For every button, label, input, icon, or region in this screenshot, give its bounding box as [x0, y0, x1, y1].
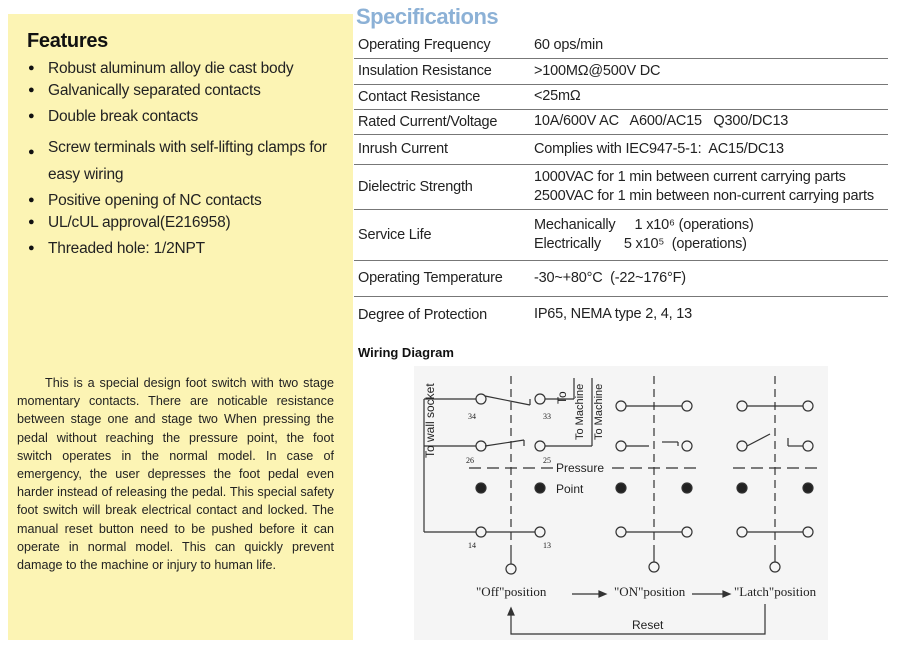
specifications-title: Specifications	[356, 4, 499, 29]
spec-value	[530, 209, 888, 260]
spec-row	[354, 33, 888, 58]
spec-value	[530, 296, 888, 333]
latch-position-label: "Latch"position	[734, 584, 817, 599]
features-list	[22, 60, 342, 257]
spec-label: Operating Temperature	[358, 270, 503, 286]
spec-value-text: Electrically 5 x10⁵ (operations)	[534, 235, 747, 252]
spec-label: Service Life	[358, 226, 432, 243]
spec-value-text: 60 ops/min	[534, 36, 603, 53]
terminal-26	[476, 441, 486, 451]
pressure-label: Pressure	[556, 461, 605, 475]
spec-value-text: Mechanically 1 x10⁶ (operations)	[534, 216, 754, 233]
wiring-diagram-svg	[414, 366, 828, 640]
terminal-label: 34	[468, 412, 476, 421]
spec-row	[354, 84, 888, 109]
spec-value	[530, 58, 888, 84]
feature-item: ● Galvanically separated contacts	[22, 82, 342, 99]
feature-item: ● UL/cUL approval(E216958)	[22, 214, 342, 231]
spec-value-text: 2500VAC for 1 min between non-current carrying parts	[534, 187, 874, 204]
spec-row	[354, 209, 888, 260]
spec-label: Dielectric Strength	[358, 178, 473, 195]
spec-row	[354, 164, 888, 209]
diagram-labels	[423, 383, 817, 632]
spec-value	[530, 84, 888, 109]
contact-arm	[485, 396, 530, 405]
on-position-label: "ON"position	[614, 584, 686, 599]
spec-value-text: <25mΩ	[534, 88, 581, 104]
reset-label: Reset	[632, 618, 664, 632]
spec-value-text: IP65, NEMA type 2, 4, 13	[534, 306, 693, 323]
terminal-label: 33	[543, 412, 551, 421]
wiring-diagram-title: Wiring Diagram	[358, 345, 454, 360]
spec-value-text: Complies with IEC947-5-1: AC15/DC13	[534, 140, 784, 157]
on-switch	[612, 376, 696, 572]
detent-ball	[535, 483, 545, 493]
terminal-34	[476, 394, 486, 404]
features-title: Features	[27, 30, 108, 52]
off-switch	[424, 376, 592, 574]
to-label: To	[555, 391, 569, 404]
spec-value	[530, 260, 888, 296]
latch-switch	[733, 376, 817, 572]
spec-row	[354, 58, 888, 84]
to-wall-socket-label: To wall socket	[423, 383, 437, 458]
spec-label: Operating Frequency	[358, 37, 491, 54]
spec-label: Inrush Current	[358, 141, 448, 157]
feature-item: ● Positive opening of NC contacts	[22, 192, 342, 209]
feature-item: ● Robust aluminum alloy die cast body	[22, 60, 342, 77]
product-description: This is a special design foot switch with two stage momentary contacts. There are noticable resistance between stage one and stage two When pressing the pedal without reaching the pressure point, the foot switch operates in the normal model. In case of emergency, the user depresses the foot pedal even harder instead of releasing the pedal. This special safety foot switch will break electrical contact and locked. The manual reset button need to be pushed before it can operate in normal model. This can quickly prevent damage to the machine or injury to human life.	[17, 376, 334, 573]
terminal-label: 26	[466, 456, 474, 465]
terminal-label: 25	[543, 456, 551, 465]
wiring-diagram	[414, 366, 828, 640]
spec-label: Rated Current/Voltage	[358, 113, 498, 130]
actuator	[506, 564, 516, 574]
terminal-33	[535, 394, 545, 404]
terminal-13	[535, 527, 545, 537]
terminal-14	[476, 527, 486, 537]
spec-label: Degree of Protection	[358, 306, 487, 323]
spec-label: Contact Resistance	[358, 88, 481, 105]
spec-label: Insulation Resistance	[358, 63, 492, 79]
spec-row	[354, 260, 888, 296]
feature-item: ● Threaded hole: 1/2NPT	[22, 240, 342, 257]
spec-row	[354, 296, 888, 333]
point-label: Point	[556, 482, 584, 496]
terminal-label: 14	[468, 541, 476, 550]
spec-row	[354, 134, 888, 164]
spec-row	[354, 109, 888, 134]
terminal-25	[535, 441, 545, 451]
terminal-label: 13	[543, 541, 551, 550]
to-machine-label: To Machine	[574, 383, 586, 440]
spec-value	[530, 164, 888, 209]
spec-value-text: -30~+80°C (-22~176°F)	[534, 269, 686, 286]
spec-value	[530, 33, 888, 58]
spec-value	[530, 134, 888, 164]
spec-value-text: 10A/600V AC A600/AC15 Q300/DC13	[534, 113, 789, 129]
spec-value	[530, 109, 888, 134]
detent-ball	[476, 483, 486, 493]
feature-item: ● Screw terminals with self-lifting clamps for easy wiring	[22, 134, 342, 188]
feature-item: ● Double break contacts	[22, 108, 342, 125]
contact-arm	[485, 440, 524, 446]
spec-value-text: >100MΩ@500V DC	[534, 62, 661, 79]
off-position-label: "Off"position	[476, 584, 547, 599]
spec-value-text: 1000VAC for 1 min between current carrying parts	[534, 168, 846, 185]
specifications-table	[354, 33, 888, 333]
to-machine-label: To Machine	[593, 383, 605, 440]
